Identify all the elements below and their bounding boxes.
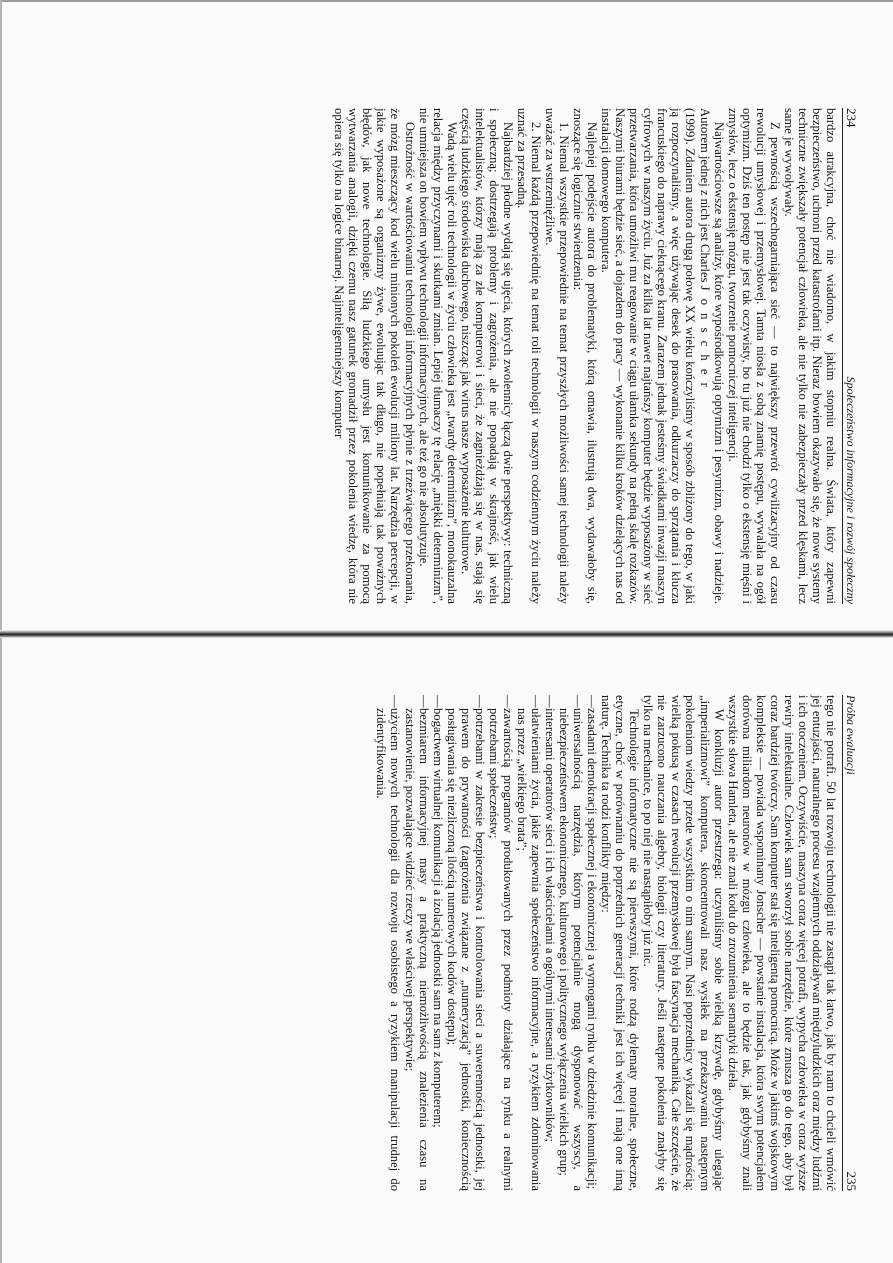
running-head: Próba ewaluacji	[844, 695, 858, 775]
paragraph: tego nie potrafi. 50 lat rozwoju technologii nie zastąpi tak łatwo, jak by nam to chcieli wmówić jej entuzjaści, naturalnego procesu wzajemnych oddziaływań międzyludzkich oraz między ludźmi i ich otoczeniem. Oczywiście, maszyna coraz więcej potrafi, wypycha człowieka w coraz wyższe rewiry intelektualne. Człowiek sam stworzył sobie narzędzie, które zmusza go do tego, aby był coraz bardziej twórczy. Sam komputer stał się inteligentą pomocnicą. Może w jakimś wojskowym kompleksie — powiada wspominany Jonscher — powstanie instalacja, która swym potencjałem dorówna miliardom neuronów w mózgu człowieka, ale to będzie tak, jak gdybyśmy znali wszystkie słowa Hamleta, ale nie znali kodu do zrozumienia semantyki dzieła.	[725, 695, 838, 1191]
list-item: — bezmiarem informacyjnej masy a praktyczną niemożliwością znalezienia czasu na zastanowienie, pozwalające widzieć rzeczy we właściwej perspektywie;	[403, 695, 431, 1191]
paragraph: Ostrożność w wartościowaniu technologii informacyjnych płynie z trzeźwiącego przekonania, że mózg mieszczący kod wielu minionych pokoleń ewolucji miliony lat. Narzędzia percepcji, w jakie wyposażone są organizmy żywe, ewoluując tak długo, nie popełniają tak poważnych błędów, jak nowe technologie. Siłą ludzkiego umysłu jest komunikowanie za pomocą wytwarzania analogii, dzięki czemu nasz gatunek gromadził przez pokolenia wiedzę, która nie opiera się tylko na logice binarnej. Najinteligentniejszy komputer	[332, 108, 417, 604]
page-235	[110, 695, 858, 1191]
conflicts-list	[374, 695, 599, 1191]
paragraph: Najlepiej podejście autora do problematyki, którą omawia, ilustrują dwa, wydawałoby się, znoszące się logicznie stwierdzenia:	[571, 108, 600, 604]
numbered-statement: 1. Niemal wszystkie przepowiednie na temat przyszłych możliwości samej technologii należy uważać za wstrzemięźliwe.	[543, 108, 572, 604]
author-name-spaced: J o n s c h e r	[697, 285, 712, 390]
paragraph: Technologie informatyczne nie są pierwszymi, które rodzą dylematy moralne, społeczne, etyczne, choć w porównaniu do poprzednich generacji techniki jest ich więcej i mają one inną naturę. Technika ta rodzi konflikty między:	[599, 695, 642, 1191]
list-item: — uniwersalnością narzędzia, którym potencjalnie mogą dysponować wszyscy, a niebezpieczeństwem ekonomicznego, kulturowego i politycznego wyłączenia wielkich grup;	[557, 695, 585, 1191]
page-number: 234	[844, 108, 859, 128]
paragraph	[697, 108, 725, 604]
paragraph: Najbardziej płodne wydają się ujęcia, których zwolennicy łączą dwie perspektywy: techniczną i społeczną; dostrzegają problemy i zagrożenia, ale nie popadają w skrajność, jak wielu intelektualistów, którzy mają za złe komputerowi i sieci, że zagnieżdżają się w nas, stają się częścią ludzkiego środowiska duchowego, niszcząc jak wirus nasze wyposażenie kulturowe.	[458, 108, 515, 604]
list-item: — zawartością programów produkowanych przez podmioty działające na rynku a realnymi potrzebami społeczeństw;	[487, 695, 515, 1191]
list-item: — zasadami demokracji społecznej i ekonomicznej a wymogami rynku w dziedzinie komunikacji;	[585, 695, 599, 1191]
list-item: — użyciem nowych technologii dla rozwoju osobistego a ryzykiem manipulacji trudnej do zidentyfikowania.	[374, 695, 402, 1191]
list-item: — ułatwieniami życia, jakie zapewnia społeczeństwo informacyjne, a ryzykiem zdominowania nas przez „wielkiego brata”;	[515, 695, 543, 1191]
paragraph: Wadą wielu ujęć roli technologii w życiu człowieka jest „twardy determinizm”, monokauzalna relacja między przyczynami i skutkami zmian. Lepiej tłumaczy tę relację „miękki determinizm”, nie umniejsza on bowiem wpływu technologii informacyjnych, ale też go nie absolutyzuje.	[416, 108, 459, 604]
paragraph-text: Najwartościowsze są analizy, które wypośrodkowują optymizm i pesymizm, obawy i nadzieje. Autorem jednej z nich jest Charles	[697, 108, 726, 604]
page-number: 235	[844, 1171, 859, 1191]
page-header	[842, 108, 858, 604]
list-item: — potrzebami w zakresie bezpieczeństwa i kontrolowania sieci a suwerennością jednostki, jej prawem do prywatności (zagrożenia związane z „numeryzacją” jednostki, koniecznością posługiwania się niezliczoną ilością numerowych kodów dostępu);	[445, 695, 487, 1191]
numbered-statement: 2. Niemal każdą przepowiednię na temat roli technologii w naszym codziennym życiu należy uznać za przesadną.	[514, 108, 543, 604]
paragraph: bardzo atrakcyjna, choć nie wiadomo, w jakim stopniu realna. Świata, który zapewni bezpieczeństwo, uchroni przed katastrofami itp. Nieraz bowiem okazywało się, że nowe systemy techniczne zwiększały potencjał człowieka, ale nie tylko nie zabezpieczały przed klęskami, lecz same je wywoływały.	[781, 108, 838, 604]
list-item: — interesami operatorów sieci i ich właścicielami a ogólnymi interesami użytkowników;	[543, 695, 557, 1191]
list-item: — bogactwem wirtualnej komunikacji a izolacją jednostki sam na sam z komputerem;	[431, 695, 445, 1191]
page-234	[110, 108, 858, 604]
running-head: Społeczeństwo informacyjne i rozwój społeczny	[844, 376, 858, 604]
page-header	[842, 695, 858, 1191]
paragraph: W konkluzji autor przestrzega: uczyniliśmy sobie wielką krzywdę, gdybyśmy ulegając „imperializmowi” komputera, skoncentrowali nasz wysiłek na przekazywaniu następnym pokoleniom wiedzy przede wszystkim o nim samym. Nasi poprzednicy wykazali się mądrością: wielką pokusą w czasach rewolucji przemysłowej była fascynacja mechaniką. Całe szczęście, że nie zarzucono nauczania algebry, biologii czy literatury. Jeśli następne pokolenia znałyby się tylko na mechanice, to po niej nie nastąpiłoby już nic.	[641, 695, 726, 1191]
paragraph: Z pewnością wszechogarniająca sieć — to największy przewrót cywilizacyjny od czasu rewolucji umysłowej i przemysłowej. Tamta niosła z sobą znamię postępu, wywalała na ogół optymizm. Dziś ten postęp nie jest tak oczywisty, bo tu już nie chodzi tylko o ekstensję mięśni i zmysłów, lecz o ekstensję mózgu, tworzenie pomocniczej inteligencji.	[725, 108, 782, 604]
book-gutter	[0, 630, 893, 638]
paragraph: (1999). Zdaniem autora drugą połowę XX wieku kończyliśmy w sposób zbliżony do tego, w jaki ją rozpoczynaliśmy, a więc używając desek do prasowania, odkurzaczy do sprzątania i klucza francuskiego do naprawy cieknącego kranu. Zarazem jednak jesteśmy świadkami inwazji maszyn cyfrowych w naszym życiu. Już za kilka lat nawet najtańszy komputer będzie wyposażony w sieć przetwarzania, która umożliwi mu reagowanie w ciągu ułamka sekundy na pełną skalę rozkazów. Naszymi biurami będzie sieć, a dojazdem do pracy — wykonanie kilku kroków dzielących nas od instalacji domowego komputera.	[599, 108, 698, 604]
